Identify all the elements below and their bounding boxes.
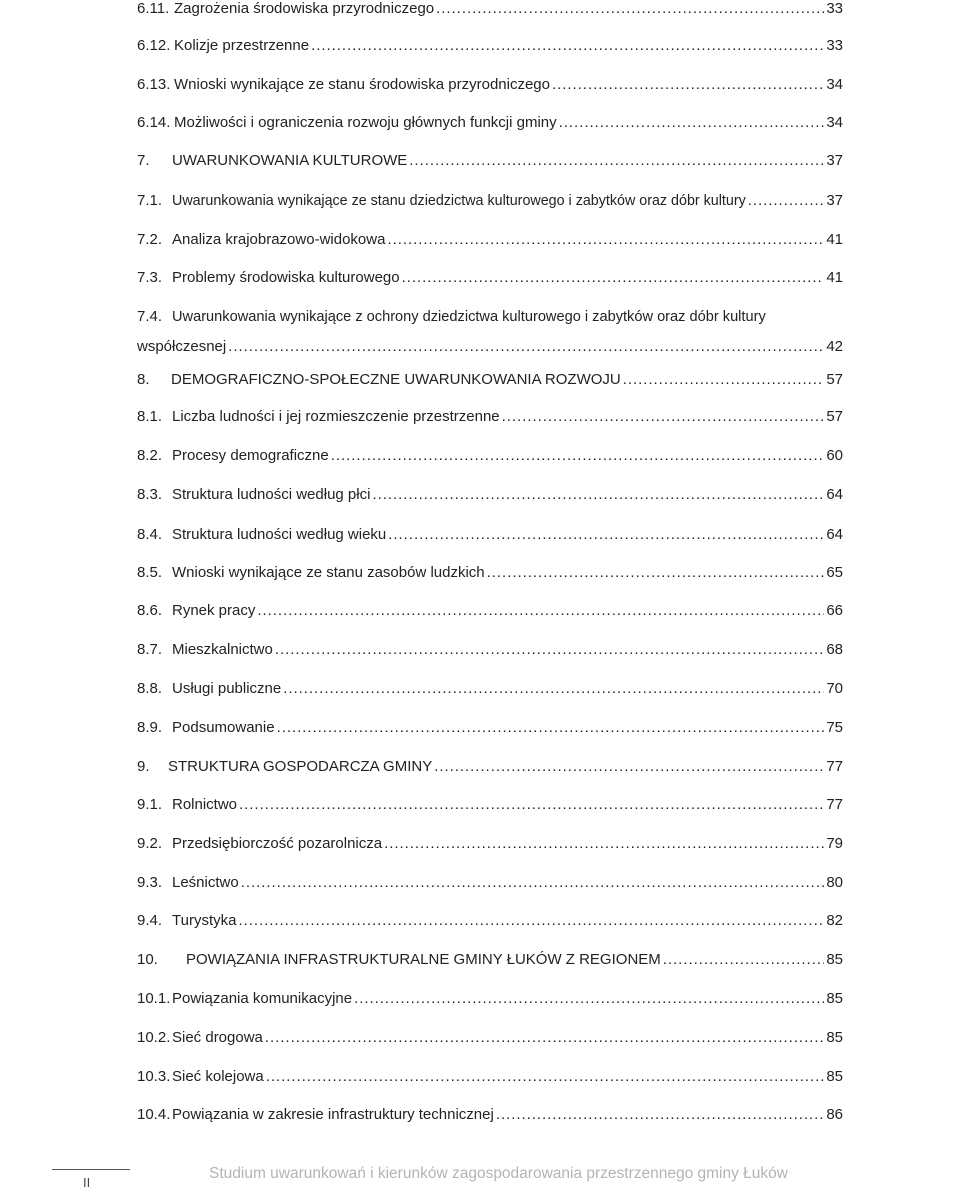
toc-page: 42	[826, 338, 843, 355]
toc-leader	[275, 641, 824, 659]
toc-title: Struktura ludności według wieku	[172, 526, 387, 543]
toc-title: Powiązania w zakresie infrastruktury technicznej	[172, 1106, 494, 1123]
toc-page: 82	[826, 912, 843, 929]
toc-title: Rolnictwo	[172, 796, 238, 813]
toc-title: Usługi publiczne	[172, 680, 282, 697]
toc-leader	[331, 447, 825, 465]
toc-number: 8.6.	[137, 602, 163, 619]
toc-page: 60	[826, 447, 843, 464]
toc-entry[interactable]	[137, 408, 843, 426]
toc-page: 70	[826, 680, 843, 697]
toc-title-continued: współczesnej	[137, 338, 227, 355]
toc-leader	[663, 951, 825, 969]
toc-leader	[283, 680, 824, 698]
toc-number: 7.4.	[137, 308, 163, 325]
toc-entry[interactable]	[137, 269, 843, 287]
toc-number: 7.1.	[137, 192, 163, 209]
toc-number: 6.14.	[137, 114, 171, 131]
toc-entry[interactable]	[137, 371, 843, 389]
toc-leader	[388, 526, 824, 544]
toc-number: 8.3.	[137, 486, 163, 503]
toc-entry[interactable]	[137, 308, 843, 356]
toc-title: Mieszkalnictwo	[172, 641, 273, 658]
toc-page: 79	[826, 835, 843, 852]
footer-divider	[52, 1169, 130, 1170]
toc-leader	[502, 408, 825, 426]
toc-leader	[748, 192, 825, 210]
toc-leader	[387, 231, 824, 249]
toc-number: 8.2.	[137, 447, 163, 464]
toc-title: UWARUNKOWANIA KULTUROWE	[172, 152, 408, 169]
toc-page: 85	[826, 1029, 843, 1046]
toc-leader	[436, 0, 824, 18]
toc-page: 75	[826, 719, 843, 736]
toc-page: 64	[826, 526, 843, 543]
toc-entry[interactable]	[137, 526, 843, 544]
toc-title: Procesy demograficzne	[172, 447, 329, 464]
toc-title: Zagrożenia środowiska przyrodniczego	[174, 0, 435, 17]
toc-leader	[277, 719, 825, 737]
toc-page: 77	[826, 796, 843, 813]
toc-entry[interactable]	[137, 758, 843, 776]
toc-entry[interactable]	[137, 76, 843, 94]
toc-page: 33	[826, 0, 843, 17]
toc-page: 33	[826, 37, 843, 54]
toc-number: 7.3.	[137, 269, 163, 286]
toc-leader	[552, 76, 824, 94]
toc-leader	[434, 758, 824, 776]
toc-entry[interactable]	[137, 564, 843, 582]
toc-number: 10.1.	[137, 990, 171, 1007]
toc-number: 9.	[137, 758, 150, 775]
toc-leader	[559, 114, 825, 132]
toc-page: 34	[826, 76, 843, 93]
toc-title: Rynek pracy	[172, 602, 256, 619]
toc-number: 8.1.	[137, 408, 163, 425]
toc-title: Struktura ludności według płci	[172, 486, 371, 503]
toc-leader	[402, 269, 825, 287]
toc-entry[interactable]	[137, 114, 843, 132]
toc-title: Podsumowanie	[172, 719, 275, 736]
toc-page: 65	[826, 564, 843, 581]
toc-entry[interactable]	[137, 192, 843, 210]
page-number: II	[83, 1175, 91, 1190]
toc-entry[interactable]	[137, 1029, 843, 1047]
toc-number: 10.4.	[137, 1106, 171, 1123]
toc-title: Uwarunkowania wynikające z ochrony dziedzictwa kulturowego i zabytków oraz dóbr kultury	[172, 309, 766, 325]
toc-entry[interactable]	[137, 990, 843, 1008]
toc-title: Wnioski wynikające ze stanu zasobów ludzkich	[172, 564, 485, 581]
toc-number: 9.3.	[137, 874, 163, 891]
toc-page: 77	[826, 758, 843, 775]
toc-entry[interactable]	[137, 874, 843, 892]
toc-leader	[265, 1029, 824, 1047]
toc-entry[interactable]	[137, 486, 843, 504]
toc-number: 9.4.	[137, 912, 163, 929]
toc-title: Powiązania komunikacyjne	[172, 990, 353, 1007]
toc-number: 8.	[137, 371, 150, 388]
toc-title: Sieć drogowa	[172, 1029, 263, 1046]
toc-leader	[623, 371, 825, 389]
toc-page: 41	[826, 231, 843, 248]
toc-title: Kolizje przestrzenne	[174, 37, 310, 54]
toc-number: 6.13.	[137, 76, 171, 93]
toc-page: 37	[826, 192, 843, 209]
toc-leader	[372, 486, 824, 504]
toc-entry[interactable]	[137, 796, 843, 814]
toc-number: 9.1.	[137, 796, 163, 813]
toc-entry[interactable]	[137, 912, 843, 930]
toc-title: Możliwości i ograniczenia rozwoju głównych funkcji gminy	[174, 114, 557, 131]
toc-leader	[238, 912, 824, 930]
toc-number: 10.2.	[137, 1029, 171, 1046]
toc-entry[interactable]	[137, 447, 843, 465]
toc-leader	[239, 796, 824, 814]
toc-title: Problemy środowiska kulturowego	[172, 269, 400, 286]
toc-page: 68	[826, 641, 843, 658]
toc-leader	[241, 874, 825, 892]
toc-title: DEMOGRAFICZNO-SPOŁECZNE UWARUNKOWANIA ROZWOJU	[171, 371, 621, 388]
toc-title: STRUKTURA GOSPODARCZA GMINY	[168, 758, 433, 775]
toc-page: 80	[826, 874, 843, 891]
toc-page: 41	[826, 269, 843, 286]
toc-number: 9.2.	[137, 835, 163, 852]
toc-number: 6.12.	[137, 37, 171, 54]
toc-page: 85	[826, 990, 843, 1007]
toc-entry[interactable]	[137, 0, 843, 18]
toc-number: 8.8.	[137, 680, 163, 697]
toc-leader	[354, 990, 824, 1008]
toc-page: 86	[826, 1106, 843, 1123]
toc-entry[interactable]	[137, 680, 843, 698]
toc-leader	[496, 1106, 825, 1124]
toc-number: 10.3.	[137, 1068, 171, 1085]
toc-entry[interactable]	[137, 1106, 843, 1124]
toc-title: Uwarunkowania wynikające ze stanu dziedzictwa kulturowego i zabytków oraz dóbr kultury	[172, 193, 746, 209]
toc-leader	[311, 37, 824, 55]
toc-leader	[409, 152, 824, 170]
toc-page: 85	[826, 1068, 843, 1085]
toc-title: Sieć kolejowa	[172, 1068, 264, 1085]
toc-page: 64	[826, 486, 843, 503]
toc-entry[interactable]	[137, 37, 843, 55]
toc-entry[interactable]	[137, 231, 843, 249]
toc-title: Leśnictwo	[172, 874, 239, 891]
toc-number: 10.	[137, 951, 158, 968]
toc-entry[interactable]	[137, 641, 843, 659]
toc-title: Wnioski wynikające ze stanu środowiska przyrodniczego	[174, 76, 550, 93]
toc-entry[interactable]	[137, 1068, 843, 1086]
toc-page: 66	[826, 602, 843, 619]
toc-number: 7.	[137, 152, 150, 169]
toc-title: Turystyka	[172, 912, 237, 929]
toc-title: POWIĄZANIA INFRASTRUKTURALNE GMINY ŁUKÓW Z REGIONEM	[186, 951, 661, 968]
toc-number: 8.4.	[137, 526, 163, 543]
toc-page: 37	[826, 152, 843, 169]
toc-page: 57	[826, 371, 843, 388]
toc-number: 6.11.	[137, 0, 170, 17]
toc-title: Analiza krajobrazowo-widokowa	[172, 231, 386, 248]
toc-page: 85	[826, 951, 843, 968]
page-footer	[0, 1150, 960, 1193]
toc-number: 8.5.	[137, 564, 163, 581]
running-title: Studium uwarunkowań i kierunków zagospodarowania przestrzennego gminy Łuków	[209, 1165, 788, 1182]
toc-entry[interactable]	[137, 719, 843, 737]
toc-entry[interactable]	[137, 835, 843, 853]
toc-number: 8.7.	[137, 641, 163, 658]
toc-entry[interactable]	[137, 951, 843, 969]
toc-page: 57	[826, 408, 843, 425]
toc-title: Przedsiębiorczość pozarolnicza	[172, 835, 383, 852]
toc-leader	[257, 602, 824, 620]
toc-number: 7.2.	[137, 231, 163, 248]
toc-entry[interactable]	[137, 152, 843, 170]
toc-page: 34	[826, 114, 843, 131]
toc-leader	[228, 338, 824, 356]
toc-leader	[384, 835, 824, 853]
toc-title: Liczba ludności i jej rozmieszczenie przestrzenne	[172, 408, 500, 425]
toc-leader	[266, 1068, 825, 1086]
toc-number: 8.9.	[137, 719, 163, 736]
toc-leader	[487, 564, 825, 582]
toc-entry[interactable]	[137, 602, 843, 620]
